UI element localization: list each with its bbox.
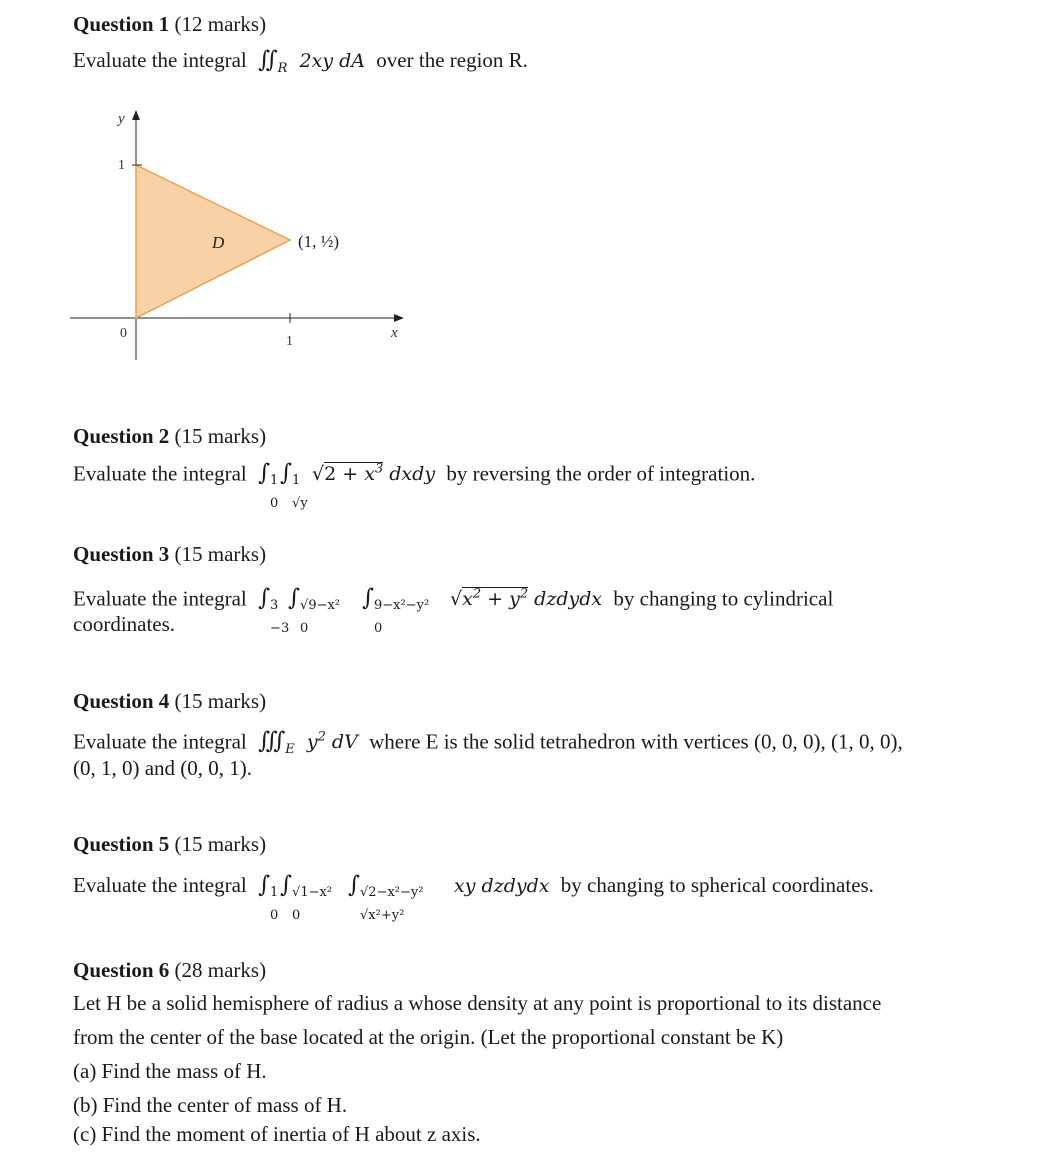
- y-axis-label: y: [118, 111, 125, 127]
- question-3-suffix: by changing to cylindrical: [613, 586, 834, 611]
- question-5-number: Question 5: [73, 832, 170, 856]
- question-2-number: Question 2: [73, 424, 170, 448]
- question-1-suffix: over the region R.: [376, 48, 528, 72]
- question-3-marks: (15 marks): [174, 542, 267, 566]
- question-2-prefix: Evaluate the integral: [73, 461, 247, 486]
- question-1-title: [73, 12, 266, 37]
- origin-label: 0: [120, 326, 127, 341]
- question-4-integral: $∭_E$ $y^2$ dV: [258, 728, 364, 758]
- question-2-title: [73, 424, 266, 449]
- region-figure: [70, 105, 410, 370]
- question-6-part-c: (c) Find the moment of inertia of H about z axis.: [73, 1122, 481, 1146]
- question-4-marks: (15 marks): [174, 689, 267, 713]
- question-5-integral: ∫ 1 0 ∫ √1−x² 0 ∫ √2−x²−y² √x²+y² xy dzdydx: [258, 872, 556, 923]
- question-3-number: Question 3: [73, 542, 170, 566]
- question-5-text: [73, 871, 874, 923]
- question-6-title: [73, 958, 266, 983]
- question-3-integral: ∫ 3 −3 ∫ √9−x² 0 ∫ 9−x²−y² 0 $√x^2 + y^2$ dzdydx: [258, 585, 609, 637]
- y-axis-arrow: [132, 110, 140, 120]
- question-2-text: [73, 456, 756, 512]
- question-6-number: Question 6: [73, 958, 170, 982]
- question-2-marks: (15 marks): [174, 424, 267, 448]
- x-tick-label: 1: [286, 334, 293, 349]
- x-axis-label: x: [391, 325, 398, 341]
- question-2-suffix: by reversing the order of integration.: [446, 461, 756, 486]
- question-4-title: [73, 689, 266, 714]
- question-5-prefix: Evaluate the integral: [73, 873, 247, 897]
- region-label: D: [212, 233, 225, 252]
- question-6-part-b: (b) Find the center of mass of H.: [73, 1093, 348, 1117]
- question-5-marks: (15 marks): [174, 832, 267, 856]
- question-2-integral: ∫ 1 0 ∫ 1 √y $√2 + x^3$ dxdy: [258, 460, 442, 512]
- question-3-line2: coordinates.: [73, 612, 176, 636]
- question-4-line2: (0, 1, 0) and (0, 0, 1).: [73, 756, 253, 780]
- question-3-title: [73, 542, 266, 567]
- question-6-line-1: Let H be a solid hemisphere of radius a whose density at any point is proportional to its distance: [73, 991, 882, 1015]
- question-5-suffix: by changing to spherical coordinates.: [560, 873, 874, 897]
- question-1-text: [73, 46, 528, 83]
- question-1-integral: $∬_R$ 2xy dA: [258, 47, 372, 76]
- question-3-prefix: Evaluate the integral: [73, 586, 247, 611]
- question-6-part-a: (a) Find the mass of H.: [73, 1059, 267, 1083]
- y-tick-label: 1: [118, 158, 125, 173]
- question-4-number: Question 4: [73, 689, 170, 713]
- question-1-number: Question 1: [73, 12, 170, 36]
- question-1-prefix: Evaluate the integral: [73, 48, 247, 72]
- question-6-marks: (28 marks): [174, 958, 267, 982]
- question-1-marks: (12 marks): [174, 12, 267, 36]
- question-4-suffix: where E is the solid tetrahedron with vertices (0, 0, 0), (1, 0, 0),: [369, 729, 903, 754]
- question-5-title: [73, 832, 266, 857]
- question-4-prefix: Evaluate the integral: [73, 729, 247, 754]
- point-label: (1, ½): [298, 232, 340, 251]
- x-axis-arrow: [394, 314, 404, 322]
- question-6-line-2: from the center of the base located at the origin. (Let the proportional constant be K): [73, 1025, 784, 1049]
